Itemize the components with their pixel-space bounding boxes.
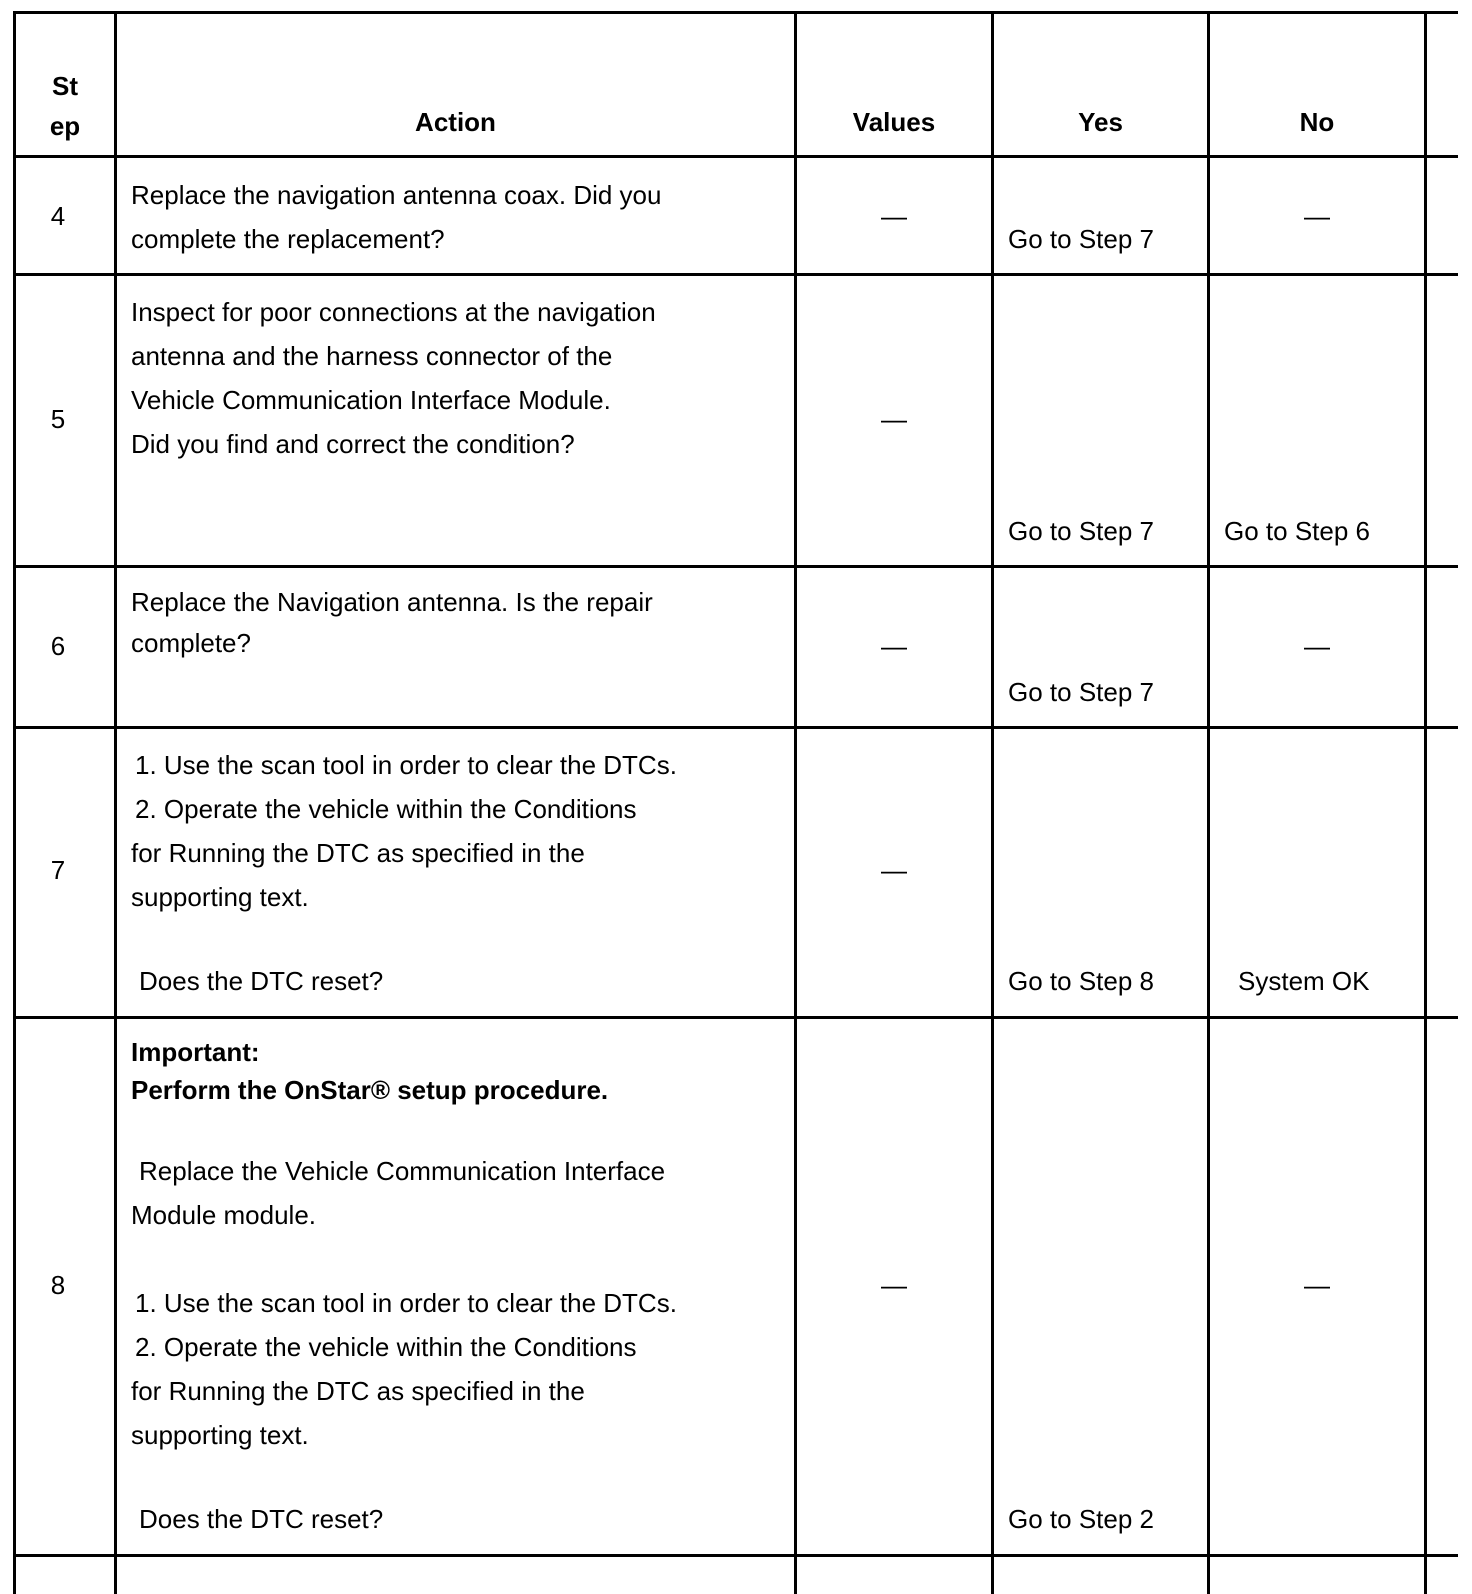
action-line: Vehicle Communication Interface Module. bbox=[131, 385, 611, 415]
step-number: 4 bbox=[50, 201, 66, 231]
action-line: 1. Use the scan tool in order to clear the DTCs. bbox=[135, 750, 677, 780]
action-line: Does the DTC reset? bbox=[139, 1504, 384, 1534]
row-divider bbox=[13, 273, 1458, 276]
values-cell: — bbox=[881, 855, 907, 885]
action-line: 2. Operate the vehicle within the Conditions bbox=[135, 1332, 637, 1362]
table-border-top bbox=[13, 11, 1458, 14]
step-number: 5 bbox=[50, 404, 66, 434]
no-cell: — bbox=[1304, 201, 1330, 231]
table-border-bottom bbox=[13, 1554, 1458, 1557]
action-line: Replace the Vehicle Communication Interface bbox=[139, 1156, 666, 1186]
step-number: 8 bbox=[50, 1270, 66, 1300]
action-line: Did you find and correct the condition? bbox=[131, 429, 575, 459]
action-text bbox=[131, 743, 677, 1003]
header-action: Action bbox=[415, 107, 496, 137]
step-number: 7 bbox=[50, 855, 66, 885]
yes-cell: Go to Step 7 bbox=[1008, 677, 1154, 707]
yes-cell: Go to Step 8 bbox=[1008, 966, 1154, 996]
action-line: for Running the DTC as specified in the bbox=[131, 1376, 585, 1406]
action-text bbox=[131, 290, 656, 466]
column-divider bbox=[114, 11, 117, 1594]
action-line: complete? bbox=[131, 628, 251, 658]
action-line: complete the replacement? bbox=[131, 224, 445, 254]
column-divider bbox=[794, 11, 797, 1594]
yes-cell: Go to Step 7 bbox=[1008, 224, 1154, 254]
important-text: Perform the OnStar® setup procedure. bbox=[131, 1075, 609, 1105]
action-text bbox=[131, 173, 661, 261]
header-step-line2: ep bbox=[49, 111, 81, 141]
no-cell: Go to Step 6 bbox=[1224, 516, 1370, 546]
yes-cell: Go to Step 2 bbox=[1008, 1504, 1154, 1534]
table-border-right bbox=[1424, 11, 1427, 1594]
row-divider bbox=[13, 155, 1458, 158]
column-divider bbox=[1207, 11, 1210, 1594]
yes-cell: Go to Step 7 bbox=[1008, 516, 1154, 546]
values-cell: — bbox=[881, 1270, 907, 1300]
header-no: No bbox=[1299, 107, 1335, 137]
action-line: supporting text. bbox=[131, 1420, 309, 1450]
action-line: Inspect for poor connections at the navigation bbox=[131, 297, 656, 327]
column-divider bbox=[991, 11, 994, 1594]
row-divider bbox=[13, 726, 1458, 729]
action-line: 2. Operate the vehicle within the Conditions bbox=[135, 794, 637, 824]
no-cell: — bbox=[1304, 1270, 1330, 1300]
values-cell: — bbox=[881, 631, 907, 661]
no-cell: — bbox=[1304, 631, 1330, 661]
action-text bbox=[131, 1033, 677, 1541]
table-border-left bbox=[13, 11, 16, 1594]
values-cell: — bbox=[881, 201, 907, 231]
header-values: Values bbox=[852, 107, 936, 137]
action-line: supporting text. bbox=[131, 882, 309, 912]
important-label: Important: bbox=[131, 1037, 260, 1067]
action-line: 1. Use the scan tool in order to clear the DTCs. bbox=[135, 1288, 677, 1318]
row-divider bbox=[13, 565, 1458, 568]
step-number: 6 bbox=[50, 631, 66, 661]
action-line: Module module. bbox=[131, 1200, 316, 1230]
header-step-line1: St bbox=[52, 71, 78, 101]
no-cell: System OK bbox=[1238, 966, 1370, 996]
row-divider bbox=[13, 1016, 1458, 1019]
header-step bbox=[16, 66, 114, 146]
action-line: Replace the navigation antenna coax. Did you bbox=[131, 180, 662, 210]
action-line: antenna and the harness connector of the bbox=[131, 341, 613, 371]
header-yes: Yes bbox=[1078, 107, 1123, 137]
action-line: Replace the Navigation antenna. Is the repair bbox=[131, 587, 653, 617]
action-line: for Running the DTC as specified in the bbox=[131, 838, 585, 868]
action-text bbox=[131, 582, 653, 664]
values-cell: — bbox=[881, 404, 907, 434]
action-line: Does the DTC reset? bbox=[139, 966, 384, 996]
